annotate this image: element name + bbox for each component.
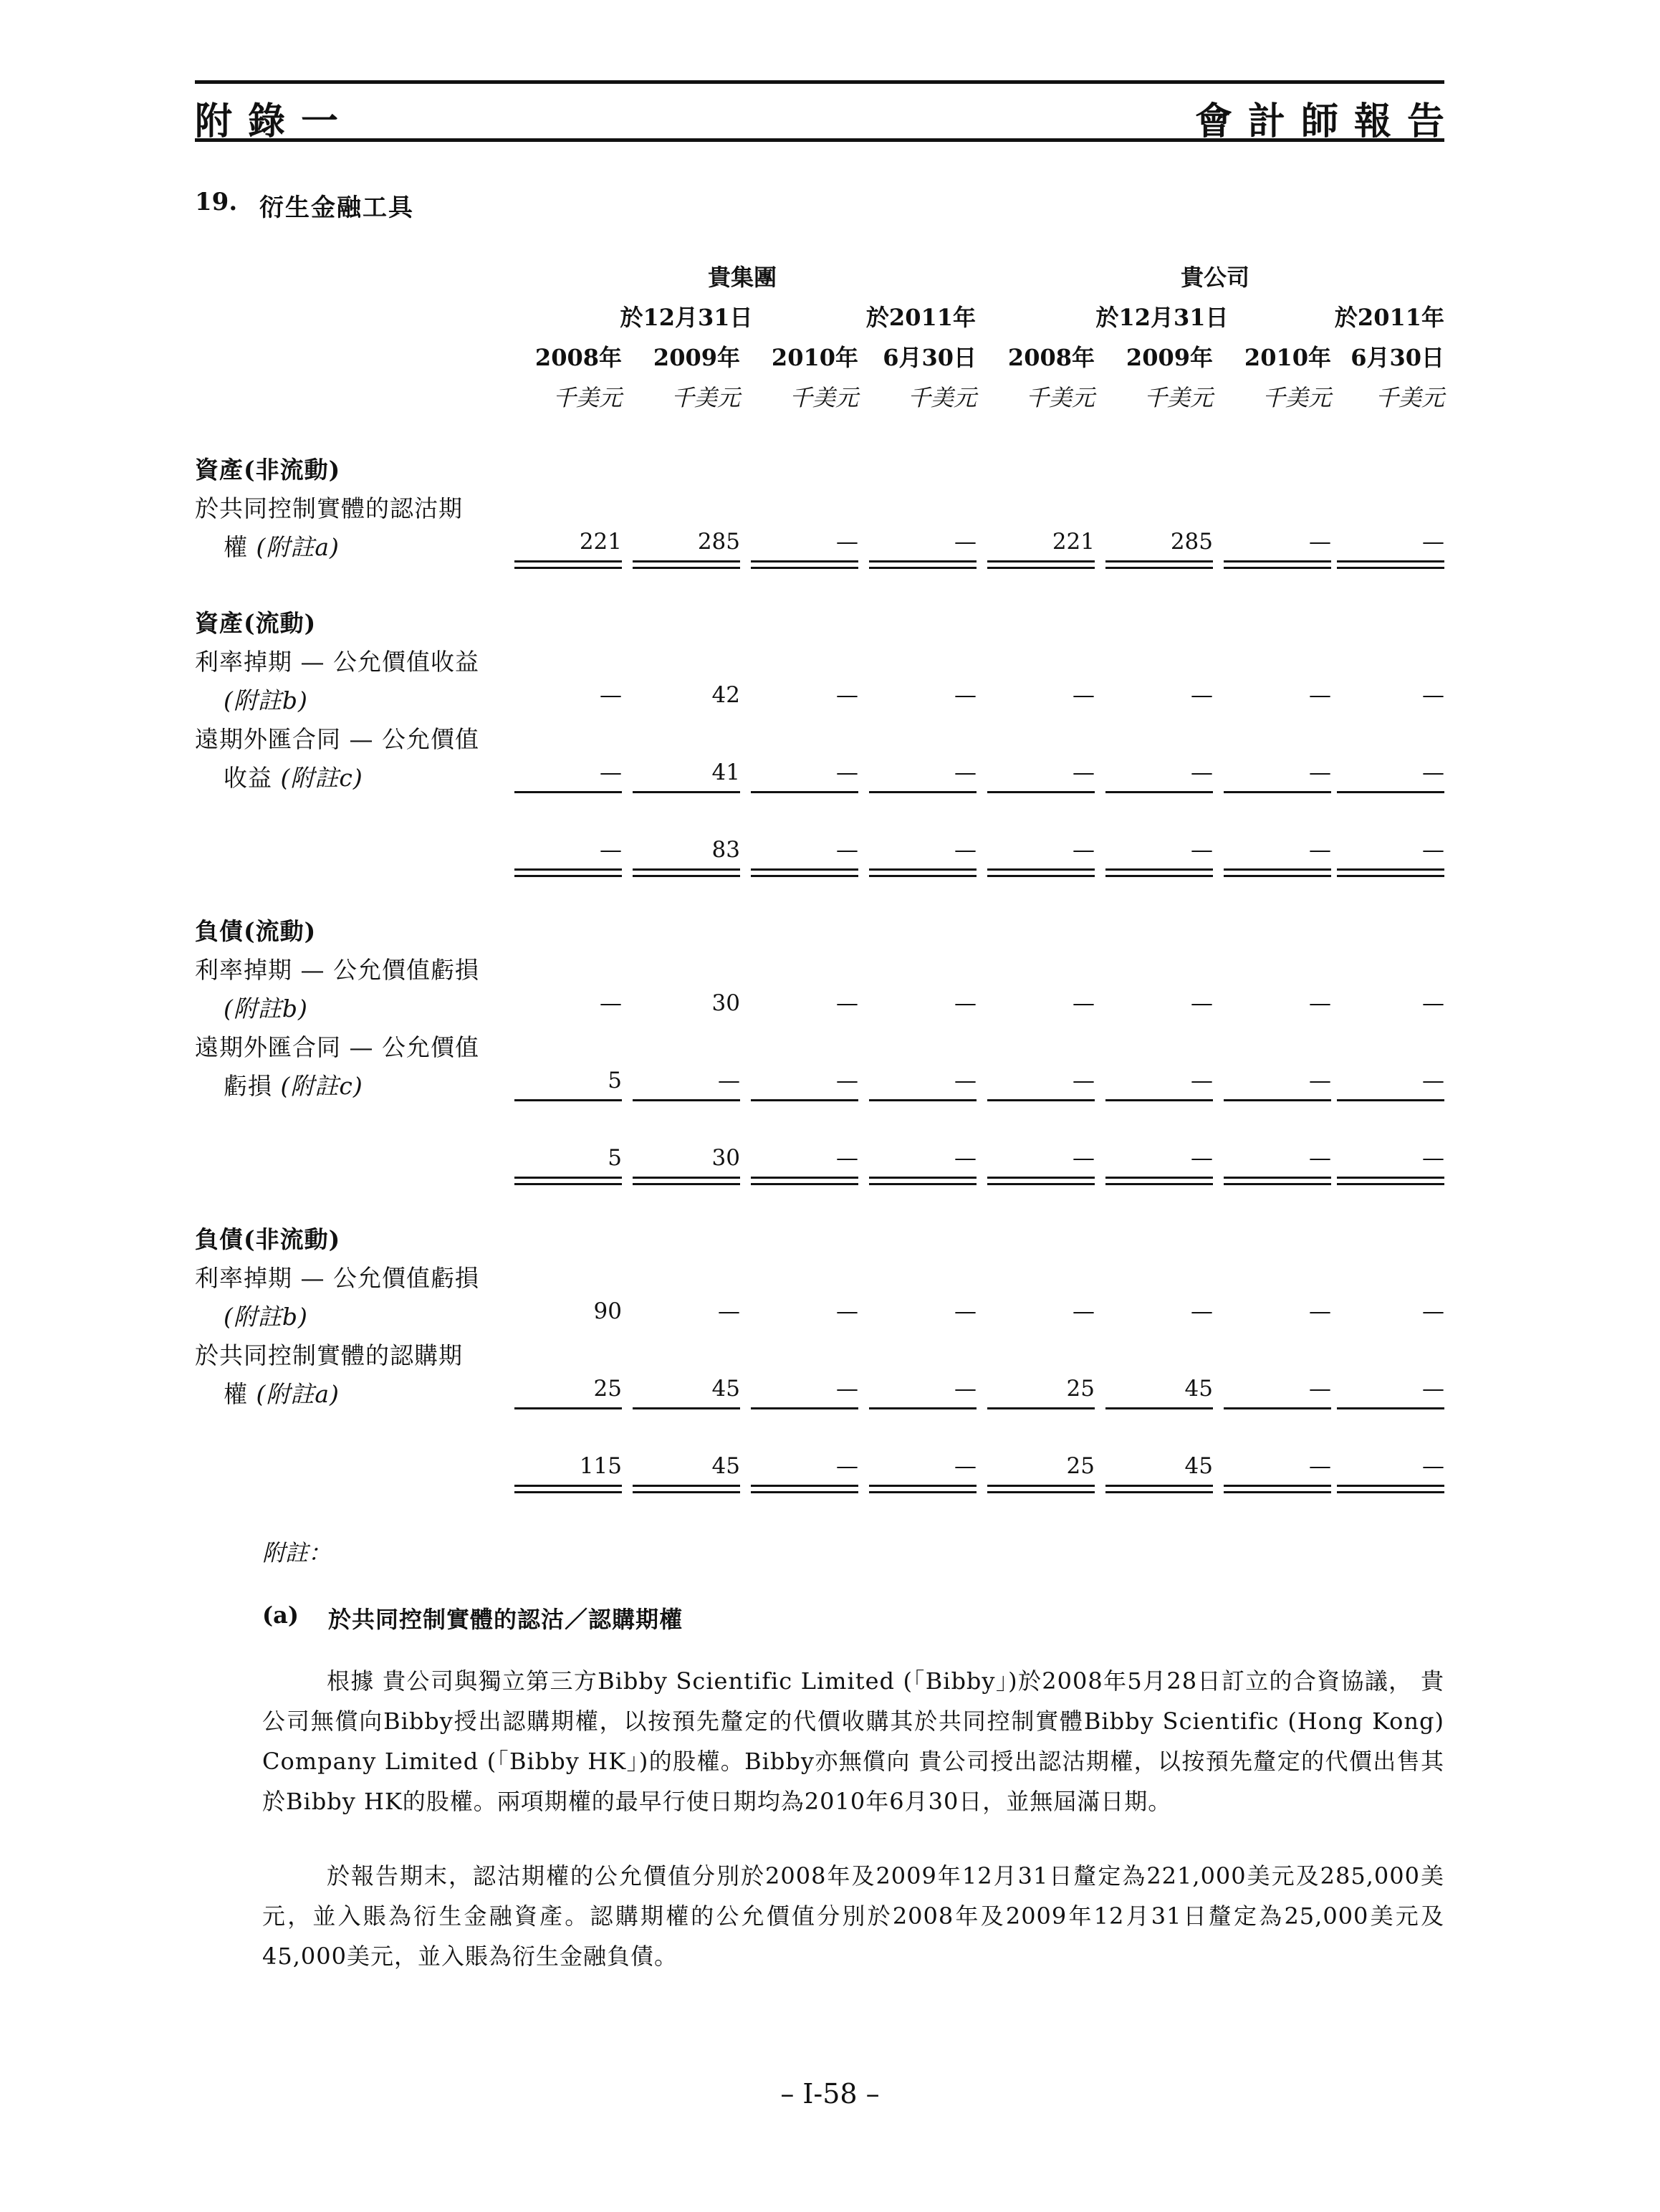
company-dec31-header: 於12月31日 [1095,304,1229,331]
fx-gain-values-cell-1: 41 [711,760,740,785]
irs-loss-values-cell-3: — [954,990,977,1016]
underline-fx-loss-values-2 [751,1099,858,1101]
assets-current-total-cell-1: 83 [711,837,740,863]
company-header: 貴公司 [1180,264,1249,291]
irs-loss-label: 利率掉期 — 公允價值虧損 [195,956,479,984]
call-values-cell-0: 25 [593,1376,622,1402]
underline-fx-loss-values-1 [633,1099,740,1101]
irs-loss-note: (附註b) [224,995,308,1023]
note-a-paragraph-1: 根據 貴公司與獨立第三方Bibby Scientific Limited (「Bibby」)於2008年5月28日訂立的合資協議， 貴公司無償向Bibby授出認購期權，以按預先釐定的代價收購其於共同控制實體Bibby Scientific (Hong Kong) Company Limited (「Bibby HK」)的股權。Bibby亦無償向 貴公司授出認沽期權，以按預先釐定的代價出售其於Bibby HK的股權。兩項期權的最早行使日期均為2010年6月30日，並無屆滿日期。 [262,1667,1444,1815]
fx-loss-values-cell-7: — [1422,1068,1444,1093]
liab-current-total-cell-2: — [836,1145,858,1171]
double-underline-assets-current-total-3 [869,868,977,877]
assets-current-total-cell-6: — [1309,837,1331,863]
fx-loss-values-cell-2: — [836,1068,858,1093]
unit-header-0: 千美元 [552,384,622,411]
irs-gain-values-cell-2: — [836,682,858,708]
underline-fx-loss-values-6 [1224,1099,1331,1101]
notes-heading: 附註： [262,1539,332,1566]
assets-current-total-cell-3: — [954,837,977,863]
underline-fx-gain-values-3 [869,791,977,793]
liab-noncurrent-total-cell-0: 115 [579,1453,622,1479]
put-values-cell-0: 221 [579,529,622,555]
double-underline-liab-noncurrent-total-4 [987,1485,1095,1493]
double-underline-liab-current-total-7 [1337,1177,1444,1185]
fx-gain-values-cell-4: — [1073,760,1095,785]
irs-loss-nc-values-cell-4: — [1073,1298,1095,1324]
fx-gain-values-cell-5: — [1191,760,1213,785]
underline-fx-gain-values-7 [1337,791,1444,793]
assets-current-total-cell-0: — [600,837,622,863]
underline-fx-loss-values-0 [514,1099,622,1101]
put-values-cell-6: — [1309,529,1331,555]
put-option-label-2: 權 (附註a) [224,533,340,561]
group-header: 貴集團 [707,264,777,291]
underline-call-values-5 [1105,1407,1213,1409]
assets-current-heading: 資產(流動) [195,609,317,637]
group-2011-header: 於2011年 [865,304,976,331]
double-underline-liab-noncurrent-total-5 [1105,1485,1213,1493]
unit-header-5: 千美元 [1143,384,1213,411]
underline-call-values-3 [869,1407,977,1409]
call-option-label-2: 權 (附註a) [224,1380,340,1408]
liab-noncurrent-total-cell-7: — [1422,1453,1444,1479]
unit-header-4: 千美元 [1025,384,1095,411]
call-values-cell-2: — [836,1376,858,1402]
liab-noncurrent-total-cell-6: — [1309,1453,1331,1479]
company-2011-header: 於2011年 [1334,304,1444,331]
page-number: – I-58 – [780,2078,880,2110]
liab-current-total-cell-4: — [1073,1145,1095,1171]
irs-gain-label: 利率掉期 — 公允價值收益 [195,648,479,676]
fx-gain-values-cell-7: — [1422,760,1444,785]
year-header-1: 2009年 [653,344,740,371]
call-values-cell-4: 25 [1066,1376,1095,1402]
irs-loss-values-cell-7: — [1422,990,1444,1016]
year-header-5: 2009年 [1126,344,1213,371]
section-number: 19. [195,188,238,216]
irs-loss-nc-values-cell-1: — [718,1298,740,1324]
double-underline-liab-noncurrent-total-2 [751,1485,858,1493]
irs-loss-values-cell-6: — [1309,990,1331,1016]
double-underline-liab-noncurrent-total-0 [514,1485,622,1493]
irs-loss-values-cell-4: — [1073,990,1095,1016]
liab-noncurrent-total-cell-4: 25 [1066,1453,1095,1479]
assets-current-total-cell-4: — [1073,837,1095,863]
call-values-cell-5: 45 [1184,1376,1213,1402]
liab-current-total-cell-6: — [1309,1145,1331,1171]
underline-call-values-1 [633,1407,740,1409]
year-header-0: 2008年 [534,344,622,371]
irs-loss-values-cell-2: — [836,990,858,1016]
year-header-6: 2010年 [1244,344,1331,371]
underline-call-values-2 [751,1407,858,1409]
double-underline-liab-noncurrent-total-1 [633,1485,740,1493]
irs-gain-values-cell-6: — [1309,682,1331,708]
double-underline-put-values-1 [633,560,740,569]
double-underline-assets-current-total-5 [1105,868,1213,877]
irs-loss-nc-label: 利率掉期 — 公允價值虧損 [195,1264,479,1292]
double-underline-put-values-4 [987,560,1095,569]
irs-gain-values-cell-3: — [954,682,977,708]
note-a-label: (a) [262,1601,299,1629]
underline-fx-gain-values-0 [514,791,622,793]
call-values-cell-7: — [1422,1376,1444,1402]
put-values-cell-1: 285 [697,529,740,555]
underline-call-values-4 [987,1407,1095,1409]
double-underline-assets-current-total-0 [514,868,622,877]
unit-header-7: 千美元 [1375,384,1444,411]
irs-gain-values-cell-7: — [1422,682,1444,708]
underline-fx-loss-values-5 [1105,1099,1213,1101]
fx-loss-values-cell-4: — [1073,1068,1095,1093]
appendix-title: 附錄一 [195,100,355,143]
irs-gain-values-cell-4: — [1073,682,1095,708]
liab-noncurrent-total-cell-3: — [954,1453,977,1479]
irs-gain-values-cell-0: — [600,682,622,708]
liab-current-total-cell-1: 30 [711,1145,740,1171]
double-underline-put-values-5 [1105,560,1213,569]
underline-fx-gain-values-6 [1224,791,1331,793]
unit-header-2: 千美元 [789,384,858,411]
double-underline-liab-current-total-6 [1224,1177,1331,1185]
double-underline-liab-noncurrent-total-3 [869,1485,977,1493]
underline-fx-gain-values-1 [633,791,740,793]
fx-loss-label-2: 虧損 (附註c) [224,1072,363,1100]
double-underline-put-values-3 [869,560,977,569]
fx-gain-values-cell-2: — [836,760,858,785]
double-underline-liab-noncurrent-total-7 [1337,1485,1444,1493]
liab-current-total-cell-0: 5 [608,1145,622,1171]
irs-gain-values-cell-1: 42 [711,682,740,708]
underline-fx-gain-values-5 [1105,791,1213,793]
irs-loss-nc-values-cell-5: — [1191,1298,1213,1324]
underline-call-values-0 [514,1407,622,1409]
double-underline-liab-current-total-4 [987,1177,1095,1185]
put-values-cell-2: — [836,529,858,555]
double-underline-assets-current-total-1 [633,868,740,877]
irs-loss-values-cell-0: — [600,990,622,1016]
irs-loss-nc-note: (附註b) [224,1303,308,1331]
assets-current-total-cell-2: — [836,837,858,863]
double-underline-put-values-7 [1337,560,1444,569]
liab-noncurrent-total-cell-5: 45 [1184,1453,1213,1479]
assets-current-total-cell-5: — [1191,837,1213,863]
report-title: 會計師報告 [1194,100,1460,143]
irs-loss-nc-values-cell-6: — [1309,1298,1331,1324]
irs-gain-values-cell-5: — [1191,682,1213,708]
double-underline-liab-current-total-3 [869,1177,977,1185]
note-a-title: 於共同控制實體的認沽／認購期權 [328,1606,683,1633]
put-values-cell-7: — [1422,529,1444,555]
fx-gain-values-cell-6: — [1309,760,1331,785]
assets-noncurrent-heading: 資產(非流動) [195,456,341,484]
irs-loss-values-cell-5: — [1191,990,1213,1016]
irs-gain-note: (附註b) [224,686,308,714]
fx-gain-values-cell-0: — [600,760,622,785]
liab-current-total-cell-5: — [1191,1145,1213,1171]
fx-gain-label-2: 收益 (附註c) [224,764,363,792]
fx-loss-label: 遠期外匯合同 — 公允價值 [195,1033,479,1061]
double-underline-put-values-2 [751,560,858,569]
year-header-2: 2010年 [771,344,858,371]
assets-current-total-cell-7: — [1422,837,1444,863]
irs-loss-nc-values-cell-2: — [836,1298,858,1324]
year-header-7: 6月30日 [1350,344,1444,371]
double-underline-assets-current-total-2 [751,868,858,877]
underline-fx-gain-values-2 [751,791,858,793]
section-title: 衍生金融工具 [259,193,414,222]
put-values-cell-4: 221 [1052,529,1095,555]
call-values-cell-6: — [1309,1376,1331,1402]
liab-current-heading: 負債(流動) [195,917,317,945]
put-option-label: 於共同控制實體的認沽期 [195,494,463,522]
double-underline-assets-current-total-7 [1337,868,1444,877]
call-values-cell-1: 45 [711,1376,740,1402]
irs-loss-nc-values-cell-3: — [954,1298,977,1324]
irs-loss-values-cell-1: 30 [711,990,740,1016]
liab-noncurrent-total-cell-1: 45 [711,1453,740,1479]
liab-noncurrent-heading: 負債(非流動) [195,1225,341,1253]
fx-loss-values-cell-3: — [954,1068,977,1093]
double-underline-put-values-0 [514,560,622,569]
double-underline-assets-current-total-6 [1224,868,1331,877]
put-values-cell-5: 285 [1170,529,1213,555]
irs-loss-nc-values-cell-0: 90 [593,1298,622,1324]
liab-current-total-cell-3: — [954,1145,977,1171]
fx-loss-values-cell-0: 5 [608,1068,622,1093]
underline-call-values-6 [1224,1407,1331,1409]
fx-loss-values-cell-5: — [1191,1068,1213,1093]
page-header [195,80,1460,143]
double-underline-liab-current-total-2 [751,1177,858,1185]
double-underline-liab-noncurrent-total-6 [1224,1485,1331,1493]
underline-fx-loss-values-3 [869,1099,977,1101]
double-underline-liab-current-total-0 [514,1177,622,1185]
double-underline-liab-current-total-1 [633,1177,740,1185]
note-a-paragraph-2: 於報告期末，認沽期權的公允價值分別於2008年及2009年12月31日釐定為221,000美元及285,000美元，並入賬為衍生金融資產。認購期權的公允價值分別於2008年及2009年12月31日釐定為25,000美元及45,000美元，並入賬為衍生金融負債。 [262,1862,1444,1970]
underline-call-values-7 [1337,1407,1444,1409]
year-header-4: 2008年 [1007,344,1095,371]
irs-loss-nc-values-cell-7: — [1422,1298,1444,1324]
call-values-cell-3: — [954,1376,977,1402]
liab-current-total-cell-7: — [1422,1145,1444,1171]
unit-header-6: 千美元 [1262,384,1331,411]
underline-fx-loss-values-4 [987,1099,1095,1101]
group-dec31-header: 於12月31日 [620,304,753,331]
fx-loss-values-cell-1: — [718,1068,740,1093]
unit-header-3: 千美元 [907,384,977,411]
unit-header-1: 千美元 [671,384,740,411]
liab-noncurrent-total-cell-2: — [836,1453,858,1479]
fx-gain-values-cell-3: — [954,760,977,785]
put-values-cell-3: — [954,529,977,555]
double-underline-assets-current-total-4 [987,868,1095,877]
call-option-label: 於共同控制實體的認購期 [195,1341,463,1369]
fx-gain-label: 遠期外匯合同 — 公允價值 [195,725,479,753]
double-underline-liab-current-total-5 [1105,1177,1213,1185]
double-underline-put-values-6 [1224,560,1331,569]
underline-fx-gain-values-4 [987,791,1095,793]
underline-fx-loss-values-7 [1337,1099,1444,1101]
year-header-3: 6月30日 [883,344,977,371]
fx-loss-values-cell-6: — [1309,1068,1331,1093]
